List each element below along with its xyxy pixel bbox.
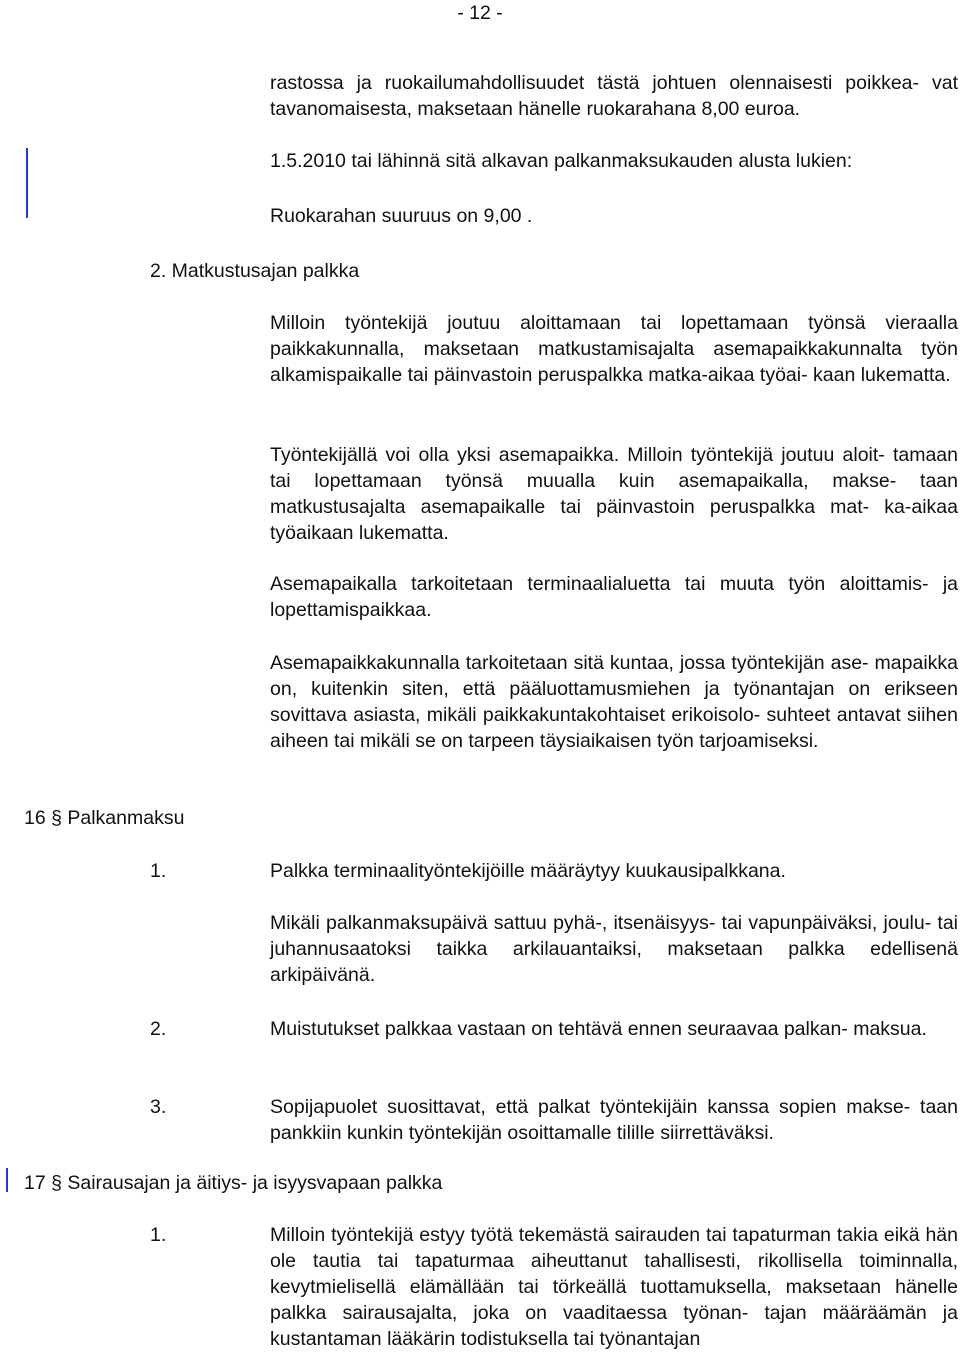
paragraph-travel-2: Työntekijällä voi olla yksi asemapaikka. Milloin työntekijä joutuu aloit- tamaan tai lopettamaan työnsä muualla kuin asemapaikalla, makse- taan matkustusajalta asemapaikalle tai päinvastoin peruspalkka mat- ka-aikaa työaikaan lukematta. — [270, 444, 958, 544]
change-bar — [6, 1168, 8, 1192]
paragraph-meal-amount: Ruokarahan suuruus on 9,00 . — [270, 205, 533, 227]
heading-travel-time-pay: 2. Matkustusajan palkka — [150, 260, 360, 282]
change-bar — [26, 148, 28, 218]
item-3-text: Sopijapuolet suosittavat, että palkat työntekijäin kanssa sopien makse- taan pankkiin kunkin työntekijän osoittamalle tilille siirrettäväksi. — [270, 1096, 958, 1144]
item-number-1: 1. — [150, 860, 167, 882]
page-number: - 12 - — [457, 2, 503, 24]
item-number-4: 1. — [150, 1224, 167, 1246]
item-1-continuation: Mikäli palkanmaksupäivä sattuu pyhä-, itsenäisyys- tai vapunpäiväksi, joulu- tai juhannusaatoksi taikka arkilauantaiksi, maksetaan palkka edellisenä arkipäivänä. — [270, 912, 958, 986]
item-1-text: Palkka terminaalityöntekijöille määräytyy kuukausipalkkana. — [270, 860, 786, 882]
item-4-text: Milloin työntekijä estyy työtä tekemästä sairauden tai tapaturman takia eikä hän ole tautia tai tapaturmaa aiheuttanut tahallisesti, rikollisella toiminnalla, kevytmielisellä elämällään tai törkeällä tuottamuksella, maksetaan hänelle palkka sairausajalta, joka on vaaditaessa työnan- tajan määräämän ja kustantaman lääkärin todistuksella tai työnantajan — [270, 1224, 958, 1350]
section-16-heading: 16 § Palkanmaksu — [24, 807, 185, 829]
item-number-3: 3. — [150, 1096, 167, 1118]
section-17-heading: 17 § Sairausajan ja äitiys- ja isyysvapaan palkka — [24, 1172, 443, 1194]
item-number-2: 2. — [150, 1018, 167, 1040]
paragraph-travel-3: Asemapaikalla tarkoitetaan terminaalialuetta tai muuta työn aloittamis- ja lopettamispaikkaa. — [270, 573, 958, 621]
paragraph-meal-allowance: rastossa ja ruokailumahdollisuudet tästä johtuen olennaisesti poikkea- vat tavanomaisesta, maksetaan hänelle ruokarahana 8,00 euroa. — [270, 72, 958, 120]
paragraph-travel-4: Asemapaikkakunnalla tarkoitetaan sitä kuntaa, jossa työntekijän ase- mapaikka on, kuitenkin siten, että pääluottamusmiehen ja työnantajan on erikseen sovittava asiasta, mikäli paikkakuntakohtaiset erikoisolo- suhteet antavat siihen aiheen tai mikäli se on tarpeen täysiaikaisen työn tarjoamiseksi. — [270, 652, 958, 752]
item-2-text: Muistutukset palkkaa vastaan on tehtävä ennen seuraavaa palkan- maksua. — [270, 1018, 927, 1040]
paragraph-travel-1: Milloin työntekijä joutuu aloittamaan tai lopettamaan työnsä vieraalla paikkakunnalla, maksetaan matkustamisajalta asemapaikkakunnalta työn alkamispaikalle tai päinvastoin peruspalkka matka-aikaa työai- kaan lukematta. — [270, 312, 958, 386]
paragraph-effective-date: 1.5.2010 tai lähinnä sitä alkavan palkanmaksukauden alusta lukien: — [270, 150, 853, 172]
